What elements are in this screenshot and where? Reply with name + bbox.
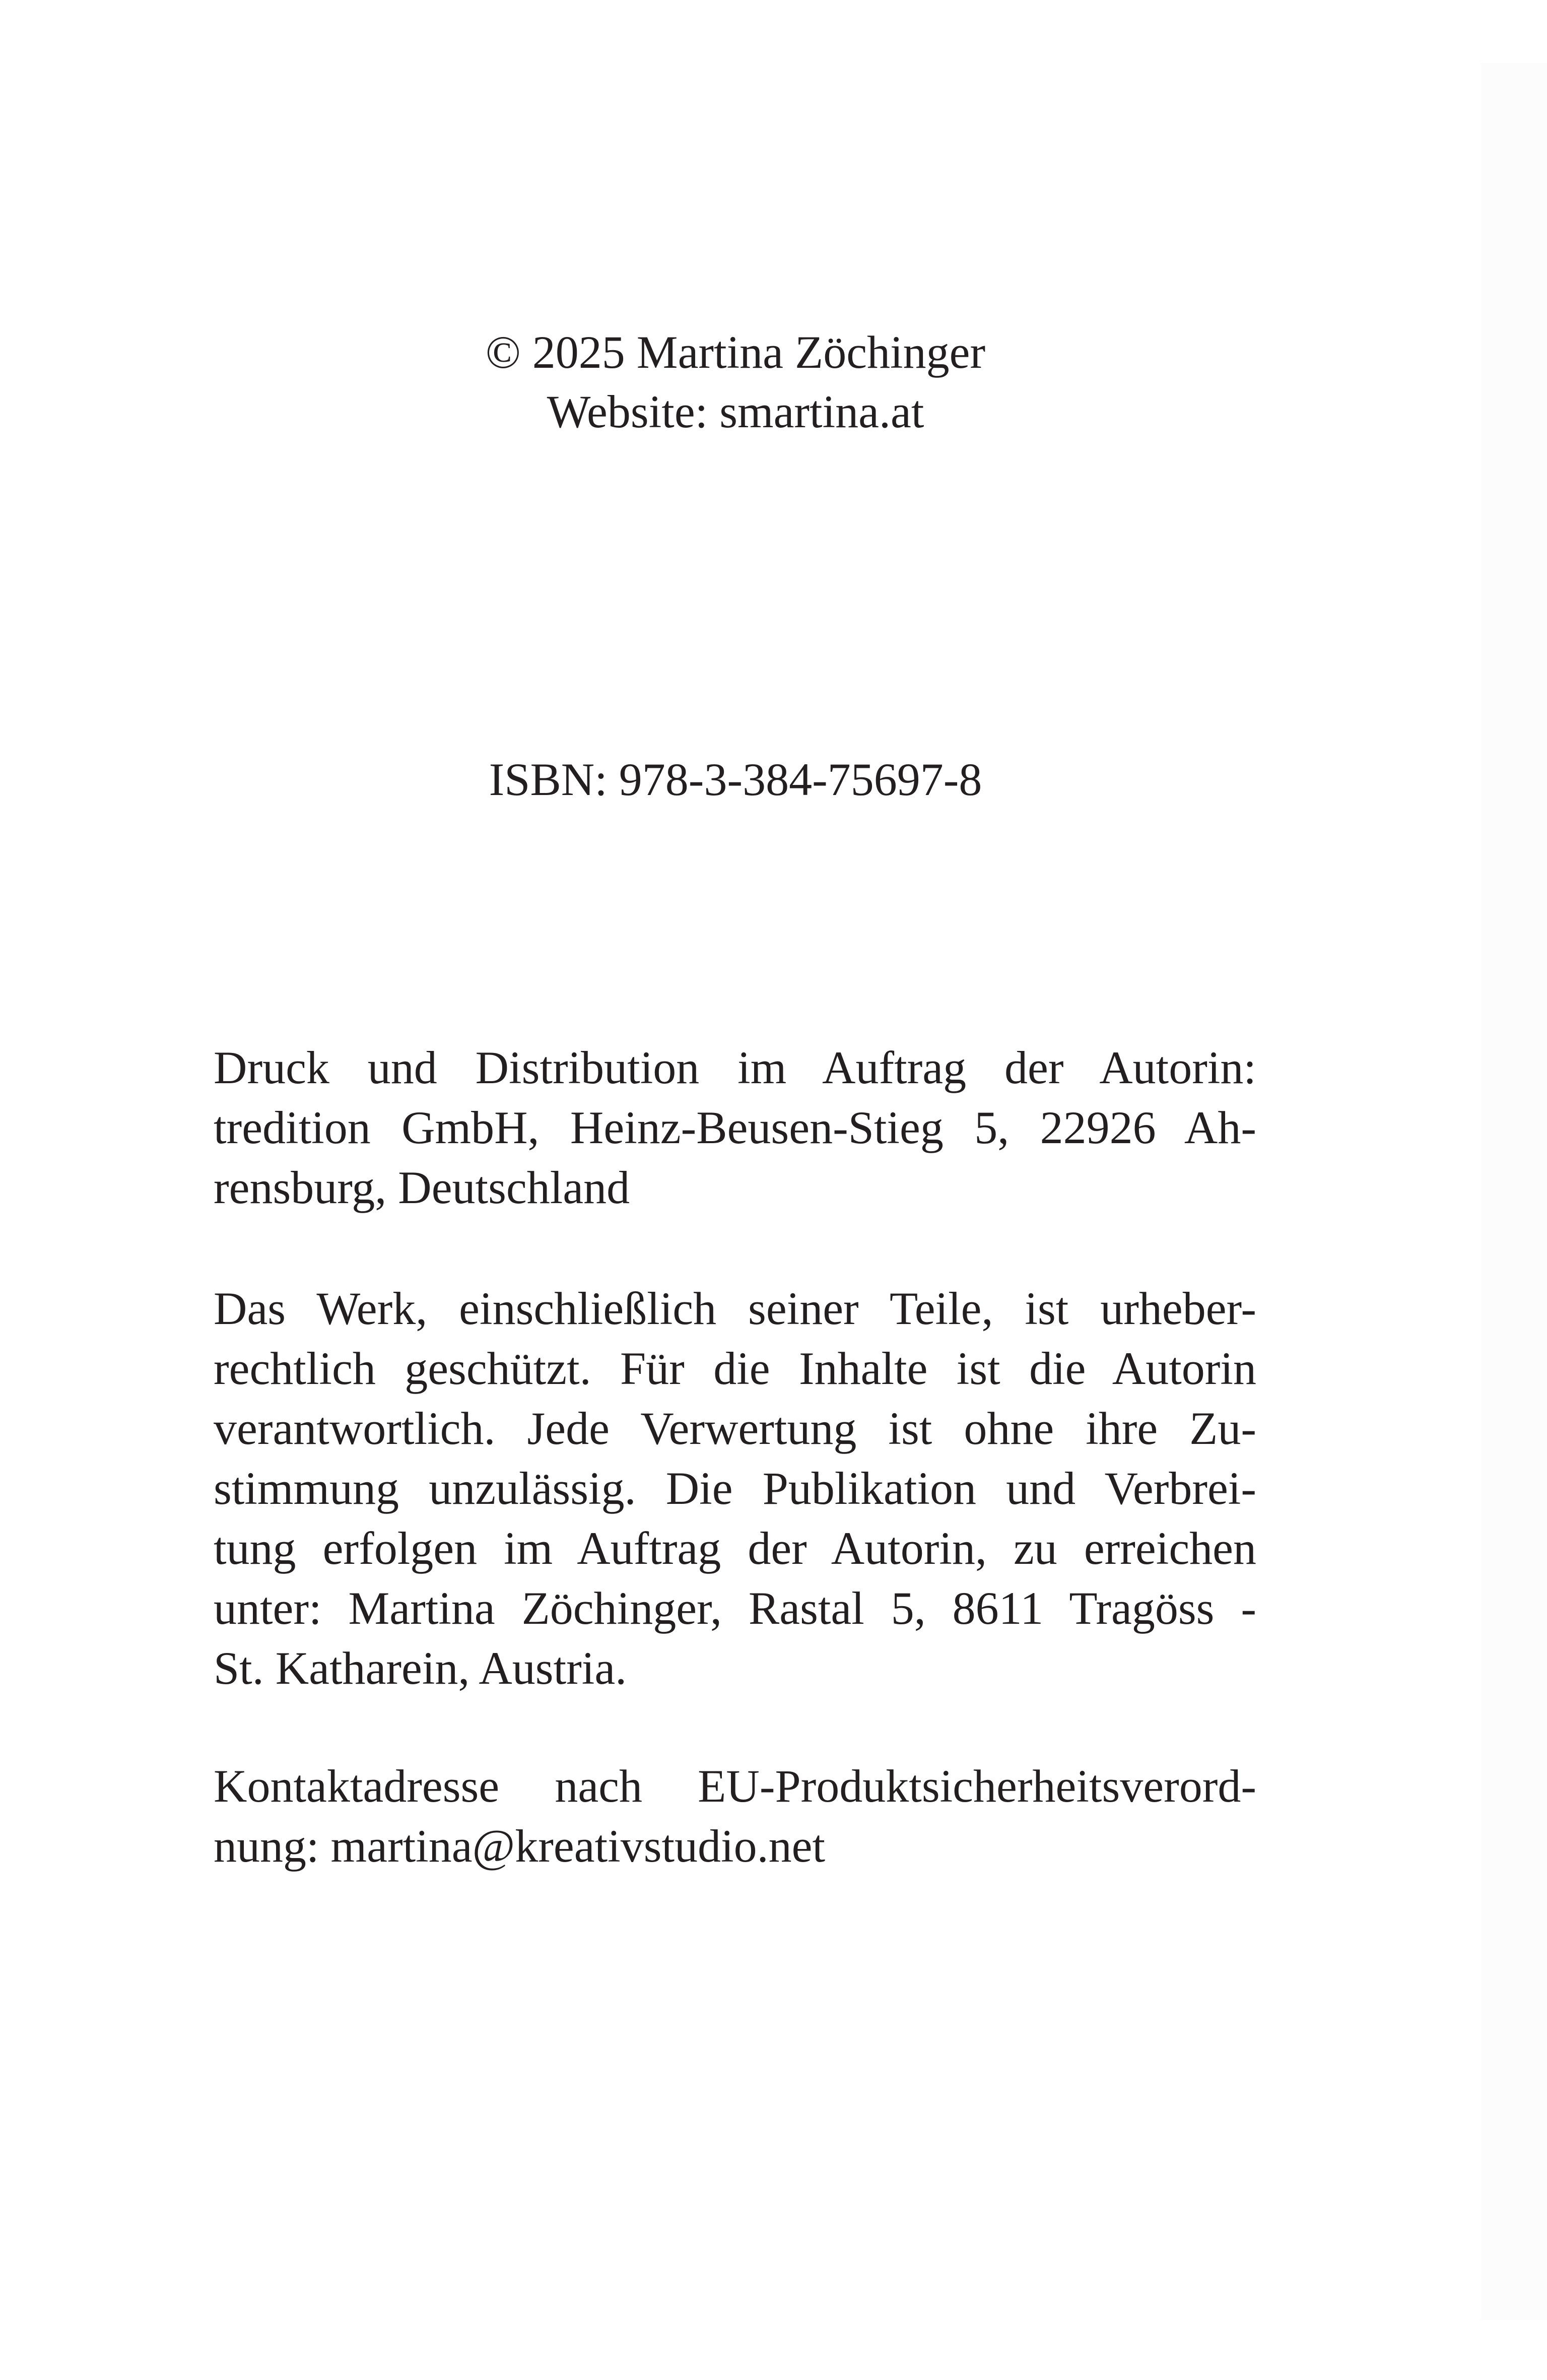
printer-notice-line: tredition GmbH, Heinz-Beusen-Stieg 5, 22926 Ah- (214, 1102, 1256, 1153)
copyright-notice-line: rechtlich geschützt. Für die Inhalte ist die Autorin (214, 1343, 1256, 1394)
page-edge (1481, 63, 1547, 2320)
copyright-notice-line: tung erfolgen im Auftrag der Autorin, zu erreichen (214, 1523, 1256, 1574)
printer-notice-line: rensburg, Deutschland (214, 1162, 630, 1213)
printer-notice (214, 1038, 1256, 1218)
copyright-notice-line: verantwortlich. Jede Verwertung ist ohne ihre Zu- (214, 1403, 1256, 1454)
printer-notice-line: Druck und Distribution im Auftrag der Autorin: (214, 1042, 1256, 1093)
copyright-notice-line: St. Katharein, Austria. (214, 1642, 627, 1694)
imprint-header (0, 322, 1471, 441)
contact-notice-line: Kontaktadresse nach EU-Produktsicherheitsverord- (214, 1760, 1256, 1812)
copyright-notice-line: Das Werk, einschließlich seiner Teile, ist urheber- (214, 1283, 1256, 1334)
isbn-line: ISBN: 978-3-384-75697-8 (489, 754, 982, 805)
copyright-notice-line: stimmung unzulässig. Die Publikation und Verbrei- (214, 1463, 1256, 1514)
contact-notice (214, 1756, 1256, 1876)
copyright-line: © 2025 Martina Zöchinger (485, 326, 986, 378)
copyright-notice-line: unter: Martina Zöchinger, Rastal 5, 8611 Tragöss - (214, 1582, 1256, 1634)
website-line: Website: smartina.at (547, 386, 924, 437)
copyright-notice (214, 1279, 1256, 1698)
contact-notice-line: nung: martina@kreativstudio.net (214, 1820, 826, 1872)
